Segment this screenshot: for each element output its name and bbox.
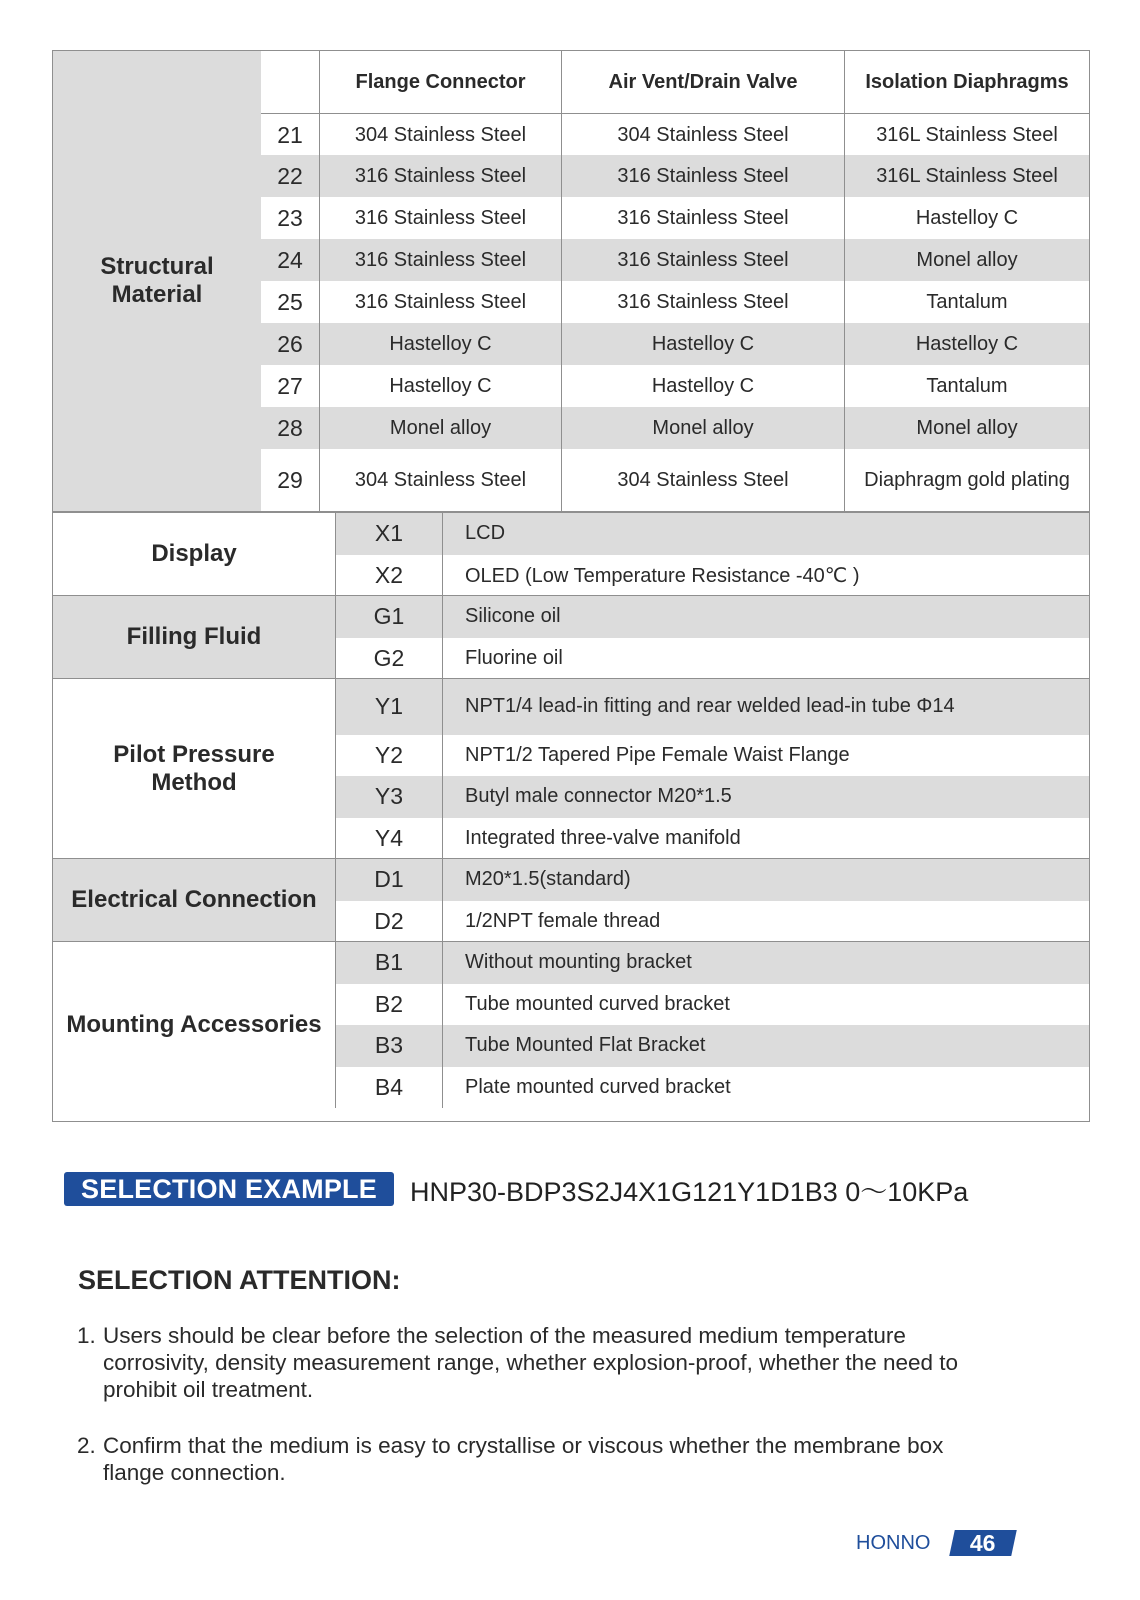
option-group <box>53 858 1089 941</box>
structural-row <box>261 155 1089 197</box>
option-code: X1 <box>335 513 443 555</box>
flange-connector-cell: 316 Stainless Steel <box>319 239 561 281</box>
structural-material-label: Structural Material <box>100 253 214 308</box>
attention-item-text: Confirm that the medium is easy to crystallise or viscous whether the membrane box flange connection. <box>103 1433 944 1485</box>
flange-connector-cell: 316 Stainless Steel <box>319 281 561 323</box>
option-group-label: Mounting Accessories <box>66 1010 322 1038</box>
isolation-diaphragm-cell: Diaphragm gold plating <box>844 449 1089 511</box>
structural-row <box>261 281 1089 323</box>
column-header: Air Vent/Drain Valve <box>561 51 844 113</box>
column-header: Isolation Diaphragms <box>844 51 1089 113</box>
option-description: Without mounting bracket <box>465 951 692 974</box>
air-vent-drain-valve-cell: 316 Stainless Steel <box>561 281 844 323</box>
structural-row <box>261 239 1089 281</box>
material-code: 27 <box>277 372 303 399</box>
air-vent-drain-valve-cell: Hastelloy C <box>561 323 844 365</box>
options-table <box>52 512 1090 1122</box>
option-row <box>335 859 1089 901</box>
material-code: 28 <box>277 414 303 441</box>
air-vent-drain-valve-cell: 316 Stainless Steel <box>561 197 844 239</box>
option-row <box>335 901 1089 943</box>
selection-example-badge: SELECTION EXAMPLE <box>64 1172 394 1206</box>
option-code: D2 <box>335 901 443 943</box>
option-code: X2 <box>335 555 443 597</box>
page-number-badge <box>949 1530 1017 1556</box>
option-description: LCD <box>465 522 506 545</box>
selection-attention-title: SELECTION ATTENTION: <box>78 1265 401 1295</box>
option-description: Tube mounted curved bracket <box>465 992 730 1015</box>
structural-row <box>261 113 1089 156</box>
option-description: Plate mounted curved bracket <box>465 1075 731 1098</box>
option-code: B4 <box>335 1067 443 1109</box>
option-description: M20*1.5(standard) <box>465 868 631 891</box>
attention-item-2 <box>77 1432 977 1486</box>
flange-connector-cell: 316 Stainless Steel <box>319 155 561 197</box>
attention-item-number: 2. <box>77 1433 96 1458</box>
option-group <box>53 941 1089 1107</box>
air-vent-drain-valve-cell: 316 Stainless Steel <box>561 239 844 281</box>
isolation-diaphragm-cell: Hastelloy C <box>844 323 1089 365</box>
page-number: 46 <box>970 1529 996 1556</box>
material-code: 21 <box>277 121 303 148</box>
brand-name: HONNO <box>856 1532 931 1554</box>
option-description: Tube Mounted Flat Bracket <box>465 1034 706 1057</box>
flange-connector-cell: Monel alloy <box>319 407 561 449</box>
option-group-label: Pilot Pressure Method <box>113 740 275 796</box>
material-code: 23 <box>277 204 303 231</box>
selection-example-value: HNP30-BDP3S2J4X1G121Y1D1B3 0～10KPa <box>410 1177 969 1207</box>
structural-row <box>261 365 1089 407</box>
flange-connector-cell: Hastelloy C <box>319 323 561 365</box>
isolation-diaphragm-cell: Monel alloy <box>844 407 1089 449</box>
option-description: 1/2NPT female thread <box>465 909 661 932</box>
option-description: Fluorine oil <box>465 646 563 669</box>
isolation-diaphragm-cell: Hastelloy C <box>844 197 1089 239</box>
air-vent-drain-valve-cell: 316 Stainless Steel <box>561 155 844 197</box>
option-description: Butyl male connector M20*1.5 <box>465 785 732 808</box>
option-code: B3 <box>335 1025 443 1067</box>
option-code: Y3 <box>335 776 443 818</box>
isolation-diaphragm-cell: 316L Stainless Steel <box>844 155 1089 197</box>
attention-item-number: 1. <box>77 1323 96 1348</box>
option-description: NPT1/4 lead-in fitting and rear welded lead-in tube Φ14 <box>465 695 955 718</box>
option-row <box>335 555 1089 597</box>
material-code: 22 <box>277 162 303 189</box>
option-code: G2 <box>335 638 443 680</box>
option-description: Silicone oil <box>465 605 561 628</box>
structural-row <box>261 449 1089 511</box>
option-code: B2 <box>335 984 443 1026</box>
option-code: Y2 <box>335 735 443 777</box>
attention-item-text: Users should be clear before the selection of the measured medium temperature corrosivity, density measurement range, whether explosion-proof, whether the need to prohibit oil treatment. <box>103 1323 959 1402</box>
material-code: 26 <box>277 330 303 357</box>
option-row <box>335 735 1089 777</box>
option-row <box>335 818 1089 860</box>
isolation-diaphragm-cell: Tantalum <box>844 365 1089 407</box>
attention-item-1 <box>77 1322 977 1403</box>
flange-connector-cell: 316 Stainless Steel <box>319 197 561 239</box>
isolation-diaphragm-cell: Monel alloy <box>844 239 1089 281</box>
option-row <box>335 942 1089 984</box>
isolation-diaphragm-cell: 316L Stainless Steel <box>844 114 1089 156</box>
option-code: D1 <box>335 859 443 901</box>
header-code-cell <box>261 51 319 113</box>
option-description: NPT1/2 Tapered Pipe Female Waist Flange <box>465 743 850 766</box>
option-row <box>335 638 1089 680</box>
option-code: G1 <box>335 596 443 638</box>
option-description: OLED (Low Temperature Resistance -40℃ ) <box>465 564 860 587</box>
option-row <box>335 776 1089 818</box>
column-header: Flange Connector <box>319 51 561 113</box>
option-group <box>53 512 1089 595</box>
isolation-diaphragm-cell: Tantalum <box>844 281 1089 323</box>
option-code: Y4 <box>335 818 443 860</box>
structural-material-label-cell <box>53 51 262 511</box>
option-row <box>335 1067 1089 1109</box>
option-group <box>53 678 1089 858</box>
material-code: 29 <box>277 466 303 493</box>
structural-header-row <box>261 51 1089 113</box>
material-code: 24 <box>277 246 303 273</box>
structural-material-grid <box>261 51 1089 511</box>
option-row <box>335 596 1089 638</box>
option-row <box>335 513 1089 555</box>
structural-row <box>261 407 1089 449</box>
flange-connector-cell: 304 Stainless Steel <box>319 449 561 511</box>
structural-material-table <box>52 50 1090 512</box>
air-vent-drain-valve-cell: 304 Stainless Steel <box>561 449 844 511</box>
flange-connector-cell: Hastelloy C <box>319 365 561 407</box>
option-group-label: Filling Fluid <box>53 596 335 678</box>
air-vent-drain-valve-cell: Monel alloy <box>561 407 844 449</box>
option-group-label: Display <box>151 540 237 567</box>
option-code: B1 <box>335 942 443 984</box>
structural-row <box>261 197 1089 239</box>
option-description: Integrated three-valve manifold <box>465 826 741 849</box>
option-group-label: Electrical Connection <box>53 859 335 941</box>
option-code: Y1 <box>335 679 443 735</box>
air-vent-drain-valve-cell: Hastelloy C <box>561 365 844 407</box>
air-vent-drain-valve-cell: 304 Stainless Steel <box>561 114 844 156</box>
structural-row <box>261 323 1089 365</box>
option-row <box>335 984 1089 1026</box>
option-group <box>53 595 1089 678</box>
material-code: 25 <box>277 288 303 315</box>
flange-connector-cell: 304 Stainless Steel <box>319 114 561 156</box>
option-row <box>335 1025 1089 1067</box>
option-row <box>335 679 1089 735</box>
